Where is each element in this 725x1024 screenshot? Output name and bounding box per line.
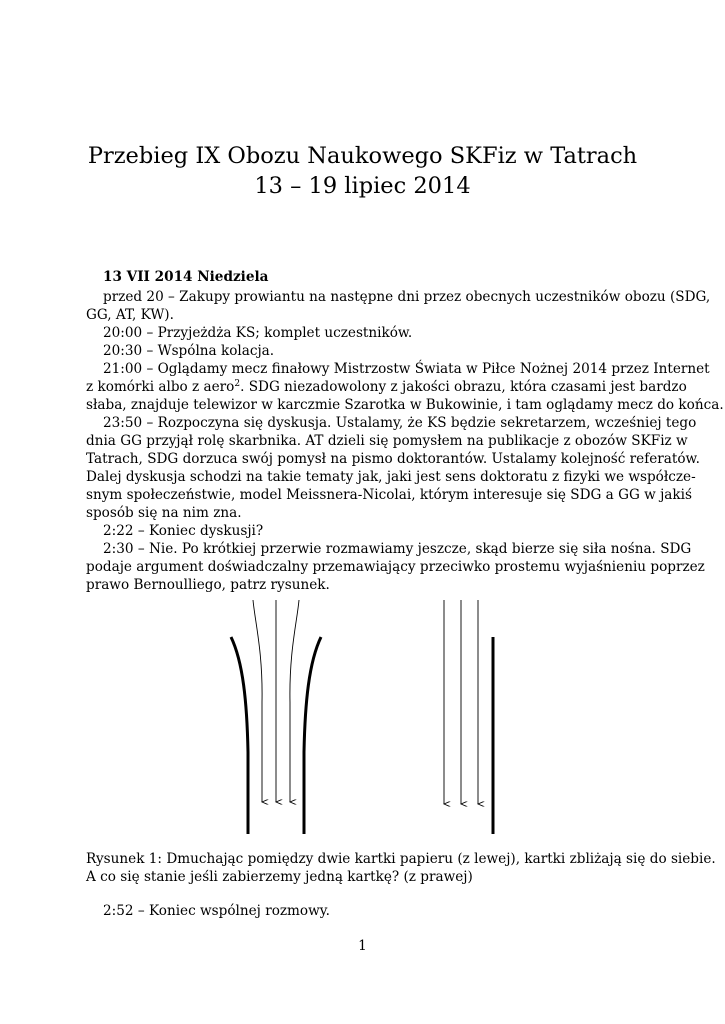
entry-text-part: z komórki albo z aero [86,379,235,395]
section-heading: 13 VII 2014 Niedziela [103,269,269,285]
footnote-marker: 2 [234,379,241,389]
entry-text: snym społeczeństwie, model Meissnera-Nicolai, którym interesuje się SDG a GG w jakiś [86,487,692,503]
entry-text: 20:00 – Przyjeżdża KS; komplet uczestników. [103,325,413,341]
entry-text: GG, AT, KW). [86,307,174,323]
entry-text: sposób się na nim zna. [86,505,242,521]
entry-text: prawo Bernoulliego, patrz rysunek. [86,577,330,593]
entry-text: 2:52 – Koniec wspólnej rozmowy. [103,902,330,919]
caption-line: Rysunek 1: Dmuchając pomiędzy dwie kartki papieru (z lewej), kartki zbliżają się do siebie. [86,851,716,867]
entry-text [86,378,687,396]
entry-text: 2:30 – Nie. Po krótkiej przerwie rozmawiamy jeszcze, skąd bierze się siła nośna. SDG [103,541,692,557]
document-date-range: 13 – 19 lipiec 2014 [254,173,471,199]
entry-text: 23:50 – Rozpoczyna się dyskusja. Ustalamy, że KS będzie sekretarzem, wcześniej tego [103,415,697,431]
left-sheet-left [231,637,248,834]
entry-text: 20:30 – Wspólna kolacja. [103,343,275,359]
right-airflow-arrows [444,600,478,804]
entry-text: 21:00 – Oglądamy mecz finałowy Mistrzostw Świata w Piłce Nożnej 2014 przez Internet [103,361,710,377]
page-number: 1 [358,938,367,954]
document-title: Przebieg IX Obozu Naukowego SKFiz w Tatrach [87,143,638,169]
caption-line: A co się stanie jeśli zabierzemy jedną kartkę? (z prawej) [86,869,473,886]
entry-text: dnia GG przyjął rolę skarbnika. AT dzieli się pomysłem na publikacje z obozów SKFiz w [86,433,688,449]
entry-text: podaje argument doświadczalny przemawiający przeciwko prostemu wyjaśnieniu poprzez [86,559,705,575]
airflow-arrow [290,600,299,802]
entry-text: 2:22 – Koniec dyskusji? [103,523,264,539]
bernoulli-figure [195,592,535,842]
left-airflow-arrows [253,600,299,802]
entry-text: Dalej dyskusja schodzi na takie tematy jak, jaki jest sens doktoratu z fizyki we współcze- [86,469,696,485]
left-sheet-right [304,637,321,834]
entry-text-part: . SDG niezadowolony z jakości obrazu, która czasami jest bardzo [240,379,687,395]
entry-text: przed 20 – Zakupy prowiantu na następne dni przez obecnych uczestników obozu (SDG, [103,289,711,305]
entry-text: Tatrach, SDG dorzuca swój pomysł na pismo doktorantów. Ustalamy kolejność referatów. [86,451,700,467]
entry-text: słaba, znajduje telewizor w karczmie Szarotka w Bukowinie, i tam oglądamy mecz do końca. [86,397,724,413]
airflow-arrow [253,600,262,802]
figure-caption [86,850,716,920]
